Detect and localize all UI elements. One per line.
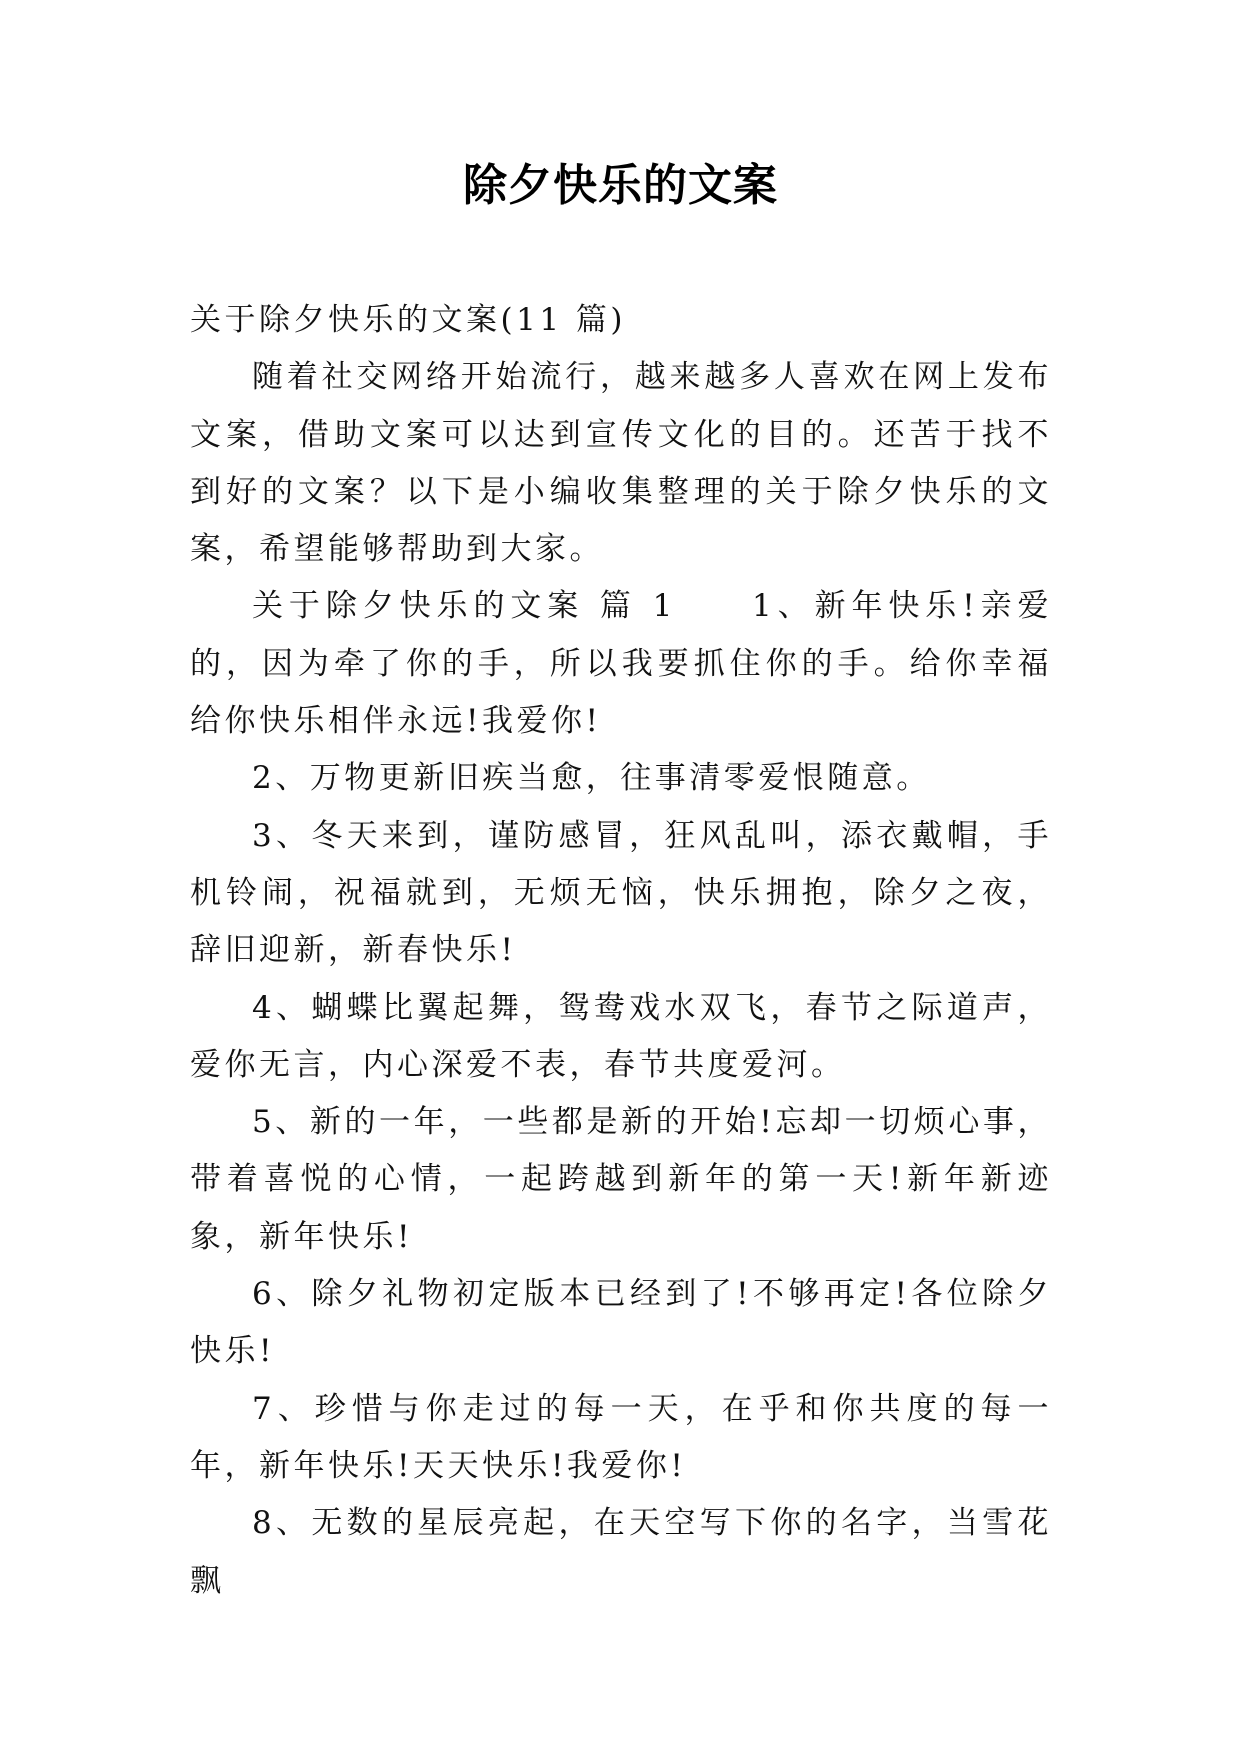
paragraph-intro: 随着社交网络开始流行，越来越多人喜欢在网上发布文案，借助文案可以达到宣传文化的目的。还苦于找不到好的文案？以下是小编收集整理的关于除夕快乐的文案，希望能够帮助到大家。 — [190, 359, 1052, 568]
paragraph-item-7: 7、珍惜与你走过的每一天，在乎和你共度的每一年，新年快乐!天天快乐!我爱你! — [190, 1390, 1052, 1484]
document-subtitle: 关于除夕快乐的文案(11 篇) — [190, 302, 626, 338]
paragraph-item-5: 5、新的一年，一些都是新的开始!忘却一切烦心事，带着喜悦的心情，一起跨越到新年的第一天!新年新迹象，新年快乐! — [190, 1104, 1052, 1255]
paragraph-item-1: 关于除夕快乐的文案 篇 1 1、新年快乐!亲爱的，因为牵了你的手，所以我要抓住你的手。给你幸福给你快乐相伴永远!我爱你! — [190, 588, 1052, 740]
paragraph-item-8: 8、无数的星辰亮起，在天空写下你的名字，当雪花飘 — [190, 1505, 1052, 1599]
paragraph-item-4: 4、蝴蝶比翼起舞，鸳鸯戏水双飞，春节之际道声，爱你无言，内心深爱不表，春节共度爱河。 — [190, 989, 1052, 1083]
paragraph-item-2: 2、万物更新旧疾当愈，往事清零爱恨随意。 — [252, 760, 931, 797]
document-title: 除夕快乐的文案 — [463, 160, 778, 211]
document-body — [190, 292, 1052, 1610]
paragraph-item-6: 6、除夕礼物初定版本已经到了!不够再定!各位除夕快乐! — [190, 1276, 1052, 1370]
paragraph-item-3: 3、冬天来到，谨防感冒，狂风乱叫，添衣戴帽，手机铃闹，祝福就到，无烦无恼，快乐拥抱，除夕之夜，辞旧迎新，新春快乐! — [190, 817, 1052, 969]
